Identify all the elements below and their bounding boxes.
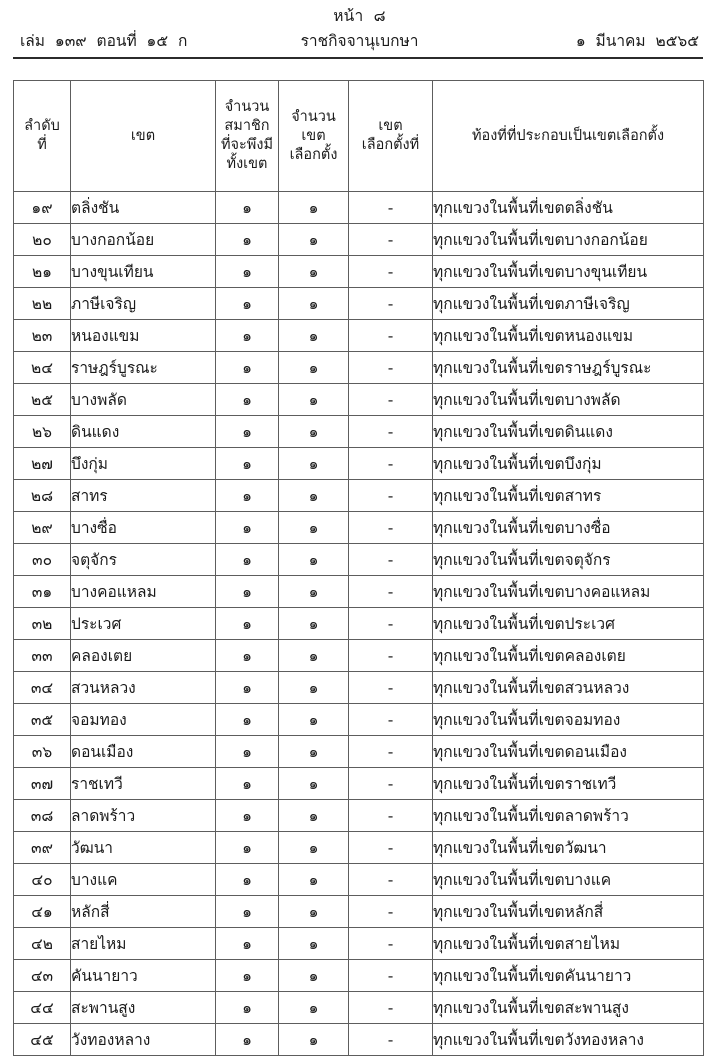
row-sequence-no: ๒๐ [14, 224, 71, 256]
row-constituency-count: ๑ [279, 960, 349, 992]
row-constituency-number: - [349, 352, 433, 384]
row-sequence-no: ๓๖ [14, 736, 71, 768]
row-areas-description: ทุกแขวงในพื้นที่เขตคลองเตย [433, 640, 704, 672]
row-constituency-number: - [349, 768, 433, 800]
row-sequence-no: ๓๗ [14, 768, 71, 800]
row-areas-description: ทุกแขวงในพื้นที่เขตดินแดง [433, 416, 704, 448]
row-member-count: ๑ [216, 672, 279, 704]
row-constituency-count: ๑ [279, 768, 349, 800]
row-constituency-count: ๑ [279, 832, 349, 864]
row-sequence-no: ๓๑ [14, 576, 71, 608]
row-sequence-no: ๓๒ [14, 608, 71, 640]
table-row [14, 1024, 704, 1056]
column-header-constituency-number-lines [349, 117, 432, 155]
row-constituency-count: ๑ [279, 800, 349, 832]
row-constituency-number: - [349, 320, 433, 352]
row-areas-description: ทุกแขวงในพื้นที่เขตประเวศ [433, 608, 704, 640]
row-constituency-count: ๑ [279, 1024, 349, 1056]
row-constituency-number: - [349, 1024, 433, 1056]
table-row [14, 320, 704, 352]
row-district-name: ภาษีเจริญ [71, 288, 216, 320]
column-header-district [71, 81, 216, 192]
row-constituency-number: - [349, 896, 433, 928]
row-district-name: จตุจักร [71, 544, 216, 576]
row-member-count: ๑ [216, 352, 279, 384]
table-row [14, 512, 704, 544]
row-sequence-no: ๒๖ [14, 416, 71, 448]
row-sequence-no: ๒๔ [14, 352, 71, 384]
row-constituency-number: - [349, 736, 433, 768]
row-areas-description: ทุกแขวงในพื้นที่เขตบางคอแหลม [433, 576, 704, 608]
row-areas-description: ทุกแขวงในพื้นที่เขตบางกอกน้อย [433, 224, 704, 256]
column-header-line: ทั้งเขต [226, 156, 268, 172]
row-constituency-number: - [349, 480, 433, 512]
table-body [14, 192, 704, 1056]
row-member-count: ๑ [216, 928, 279, 960]
table-row [14, 992, 704, 1024]
row-constituency-number: - [349, 832, 433, 864]
row-sequence-no: ๔๕ [14, 1024, 71, 1056]
row-constituency-count: ๑ [279, 896, 349, 928]
table-row [14, 544, 704, 576]
row-constituency-number: - [349, 416, 433, 448]
page-masthead [0, 0, 719, 62]
column-header-constituency-count [279, 81, 349, 192]
row-member-count: ๑ [216, 256, 279, 288]
row-constituency-number: - [349, 864, 433, 896]
row-constituency-count: ๑ [279, 704, 349, 736]
row-constituency-number: - [349, 672, 433, 704]
column-header-line: จำนวน [224, 99, 270, 115]
row-member-count: ๑ [216, 736, 279, 768]
row-member-count: ๑ [216, 992, 279, 1024]
row-district-name: บางแค [71, 864, 216, 896]
row-district-name: คันนายาว [71, 960, 216, 992]
row-constituency-number: - [349, 608, 433, 640]
row-member-count: ๑ [216, 448, 279, 480]
row-member-count: ๑ [216, 288, 279, 320]
table-row [14, 672, 704, 704]
row-sequence-no: ๒๕ [14, 384, 71, 416]
column-header-sequence-no [14, 81, 71, 192]
row-constituency-number: - [349, 192, 433, 224]
table-row [14, 192, 704, 224]
row-district-name: ประเวศ [71, 608, 216, 640]
table-row [14, 896, 704, 928]
row-district-name: ราชเทวี [71, 768, 216, 800]
row-constituency-count: ๑ [279, 480, 349, 512]
row-member-count: ๑ [216, 416, 279, 448]
row-areas-description: ทุกแขวงในพื้นที่เขตสวนหลวง [433, 672, 704, 704]
column-header-line: เขต [301, 127, 326, 144]
row-constituency-number: - [349, 544, 433, 576]
row-constituency-count: ๑ [279, 928, 349, 960]
row-constituency-count: ๑ [279, 992, 349, 1024]
row-areas-description: ทุกแขวงในพื้นที่เขตดอนเมือง [433, 736, 704, 768]
publication-date-label: ๑ มีนาคม ๒๕๖๕ [575, 32, 699, 50]
row-areas-description: ทุกแขวงในพื้นที่เขตบางพลัด [433, 384, 704, 416]
row-areas-description: ทุกแขวงในพื้นที่เขตจอมทอง [433, 704, 704, 736]
row-areas-description: ทุกแขวงในพื้นที่เขตบึงกุ่ม [433, 448, 704, 480]
row-areas-description: ทุกแขวงในพื้นที่เขตหนองแขม [433, 320, 704, 352]
row-constituency-count: ๑ [279, 672, 349, 704]
column-header-line: เขต [130, 127, 156, 144]
row-constituency-number: - [349, 256, 433, 288]
row-areas-description: ทุกแขวงในพื้นที่เขตสะพานสูง [433, 992, 704, 1024]
row-district-name: คลองเตย [71, 640, 216, 672]
row-member-count: ๑ [216, 768, 279, 800]
row-district-name: บางคอแหลม [71, 576, 216, 608]
row-sequence-no: ๓๔ [14, 672, 71, 704]
row-constituency-count: ๑ [279, 192, 349, 224]
masthead-row [16, 30, 703, 52]
row-areas-description: ทุกแขวงในพื้นที่เขตคันนายาว [433, 960, 704, 992]
column-header-member-count-lines [216, 98, 278, 174]
row-district-name: จอมทอง [71, 704, 216, 736]
row-areas-description: ทุกแขวงในพื้นที่เขตราชเทวี [433, 768, 704, 800]
row-constituency-number: - [349, 448, 433, 480]
row-district-name: บางขุนเทียน [71, 256, 216, 288]
row-district-name: บางกอกน้อย [71, 224, 216, 256]
table-row [14, 864, 704, 896]
row-member-count: ๑ [216, 512, 279, 544]
table-row [14, 384, 704, 416]
row-constituency-count: ๑ [279, 736, 349, 768]
row-areas-description: ทุกแขวงในพื้นที่เขตบางแค [433, 864, 704, 896]
row-member-count: ๑ [216, 320, 279, 352]
row-sequence-no: ๒๗ [14, 448, 71, 480]
page-number-label: หน้า ๘ [333, 7, 386, 25]
column-header-areas [433, 81, 704, 192]
row-constituency-number: - [349, 928, 433, 960]
gazette-title: ราชกิจจานุเบกษา [300, 32, 419, 50]
column-header-line: ท้องที่ที่ประกอบเป็นเขตเลือกตั้ง [471, 127, 665, 144]
row-sequence-no: ๓๙ [14, 832, 71, 864]
row-constituency-count: ๑ [279, 320, 349, 352]
row-areas-description: ทุกแขวงในพื้นที่เขตวังทองหลาง [433, 1024, 704, 1056]
row-member-count: ๑ [216, 192, 279, 224]
row-constituency-number: - [349, 640, 433, 672]
table-row [14, 736, 704, 768]
constituency-table [13, 80, 704, 1056]
row-constituency-count: ๑ [279, 640, 349, 672]
table-row [14, 608, 704, 640]
row-district-name: สาทร [71, 480, 216, 512]
row-constituency-number: - [349, 224, 433, 256]
row-member-count: ๑ [216, 960, 279, 992]
column-header-line: จำนวน [291, 108, 336, 125]
row-constituency-count: ๑ [279, 448, 349, 480]
row-areas-description: ทุกแขวงในพื้นที่เขตลาดพร้าว [433, 800, 704, 832]
row-constituency-count: ๑ [279, 288, 349, 320]
column-header-constituency-count-lines [279, 108, 348, 165]
table-row [14, 640, 704, 672]
table-row [14, 448, 704, 480]
row-constituency-number: - [349, 384, 433, 416]
row-sequence-no: ๔๔ [14, 992, 71, 1024]
table-row [14, 256, 704, 288]
row-sequence-no: ๓๐ [14, 544, 71, 576]
row-sequence-no: ๔๑ [14, 896, 71, 928]
table-row [14, 960, 704, 992]
row-district-name: หลักสี่ [71, 896, 216, 928]
row-sequence-no: ๓๓ [14, 640, 71, 672]
column-header-constituency-number [349, 81, 433, 192]
table-row [14, 576, 704, 608]
column-header-sequence-no-lines [14, 117, 70, 155]
row-constituency-count: ๑ [279, 544, 349, 576]
row-member-count: ๑ [216, 832, 279, 864]
row-sequence-no: ๑๙ [14, 192, 71, 224]
row-sequence-no: ๔๒ [14, 928, 71, 960]
row-areas-description: ทุกแขวงในพื้นที่เขตภาษีเจริญ [433, 288, 704, 320]
row-district-name: ดินแดง [71, 416, 216, 448]
constituency-table-container [13, 80, 703, 1056]
row-district-name: วัฒนา [71, 832, 216, 864]
row-district-name: ราษฎร์บูรณะ [71, 352, 216, 384]
column-header-district-lines [71, 127, 215, 146]
table-row [14, 480, 704, 512]
row-sequence-no: ๒๘ [14, 480, 71, 512]
column-header-line: ที่จะพึงมี [220, 137, 274, 153]
row-areas-description: ทุกแขวงในพื้นที่เขตสาทร [433, 480, 704, 512]
column-header-line: ลำดับ [24, 118, 60, 134]
table-row [14, 704, 704, 736]
row-constituency-count: ๑ [279, 864, 349, 896]
table-header-row [14, 81, 704, 192]
row-member-count: ๑ [216, 640, 279, 672]
row-member-count: ๑ [216, 544, 279, 576]
row-district-name: ตลิ่งชัน [71, 192, 216, 224]
row-sequence-no: ๔๐ [14, 864, 71, 896]
row-district-name: สายไหม [71, 928, 216, 960]
row-district-name: ดอนเมือง [71, 736, 216, 768]
row-sequence-no: ๔๓ [14, 960, 71, 992]
volume-issue-label: เล่ม ๑๓๙ ตอนที่ ๑๕ ก [20, 32, 188, 50]
column-header-line: เลือกตั้ง [289, 146, 338, 163]
table-row [14, 928, 704, 960]
row-constituency-count: ๑ [279, 256, 349, 288]
masthead-divider [13, 57, 703, 59]
row-member-count: ๑ [216, 576, 279, 608]
column-header-areas-lines [433, 127, 703, 146]
table-header [14, 81, 704, 192]
table-row [14, 352, 704, 384]
row-member-count: ๑ [216, 608, 279, 640]
table-row [14, 768, 704, 800]
table-row [14, 288, 704, 320]
row-constituency-count: ๑ [279, 416, 349, 448]
row-constituency-number: - [349, 992, 433, 1024]
row-areas-description: ทุกแขวงในพื้นที่เขตวัฒนา [433, 832, 704, 864]
table-row [14, 832, 704, 864]
column-header-member-count [216, 81, 279, 192]
row-member-count: ๑ [216, 224, 279, 256]
row-constituency-number: - [349, 512, 433, 544]
row-areas-description: ทุกแขวงในพื้นที่เขตบางขุนเทียน [433, 256, 704, 288]
table-row [14, 224, 704, 256]
row-district-name: ลาดพร้าว [71, 800, 216, 832]
row-member-count: ๑ [216, 864, 279, 896]
row-constituency-number: - [349, 576, 433, 608]
row-member-count: ๑ [216, 896, 279, 928]
row-district-name: หนองแขม [71, 320, 216, 352]
row-areas-description: ทุกแขวงในพื้นที่เขตตลิ่งชัน [433, 192, 704, 224]
row-sequence-no: ๓๘ [14, 800, 71, 832]
row-constituency-count: ๑ [279, 608, 349, 640]
row-district-name: บึงกุ่ม [71, 448, 216, 480]
row-constituency-count: ๑ [279, 512, 349, 544]
row-district-name: สะพานสูง [71, 992, 216, 1024]
row-constituency-count: ๑ [279, 352, 349, 384]
row-sequence-no: ๓๕ [14, 704, 71, 736]
row-sequence-no: ๒๒ [14, 288, 71, 320]
row-member-count: ๑ [216, 800, 279, 832]
row-member-count: ๑ [216, 704, 279, 736]
row-member-count: ๑ [216, 1024, 279, 1056]
column-header-line: ที่ [37, 137, 47, 153]
row-constituency-number: - [349, 800, 433, 832]
row-constituency-number: - [349, 960, 433, 992]
table-row [14, 416, 704, 448]
row-sequence-no: ๒๙ [14, 512, 71, 544]
column-header-line: เขต [378, 118, 403, 134]
row-sequence-no: ๒๑ [14, 256, 71, 288]
row-constituency-number: - [349, 288, 433, 320]
row-constituency-number: - [349, 704, 433, 736]
row-district-name: บางซื่อ [71, 512, 216, 544]
row-areas-description: ทุกแขวงในพื้นที่เขตราษฎร์บูรณะ [433, 352, 704, 384]
row-member-count: ๑ [216, 384, 279, 416]
row-member-count: ๑ [216, 480, 279, 512]
column-header-line: เลือกตั้งที่ [361, 137, 420, 153]
row-areas-description: ทุกแขวงในพื้นที่เขตหลักสี่ [433, 896, 704, 928]
row-district-name: บางพลัด [71, 384, 216, 416]
column-header-line: สมาชิก [224, 118, 270, 134]
row-areas-description: ทุกแขวงในพื้นที่เขตสายไหม [433, 928, 704, 960]
row-constituency-count: ๑ [279, 384, 349, 416]
table-row [14, 800, 704, 832]
row-constituency-count: ๑ [279, 224, 349, 256]
row-district-name: วังทองหลาง [71, 1024, 216, 1056]
row-district-name: สวนหลวง [71, 672, 216, 704]
row-constituency-count: ๑ [279, 576, 349, 608]
row-areas-description: ทุกแขวงในพื้นที่เขตบางซื่อ [433, 512, 704, 544]
row-areas-description: ทุกแขวงในพื้นที่เขตจตุจักร [433, 544, 704, 576]
row-sequence-no: ๒๓ [14, 320, 71, 352]
